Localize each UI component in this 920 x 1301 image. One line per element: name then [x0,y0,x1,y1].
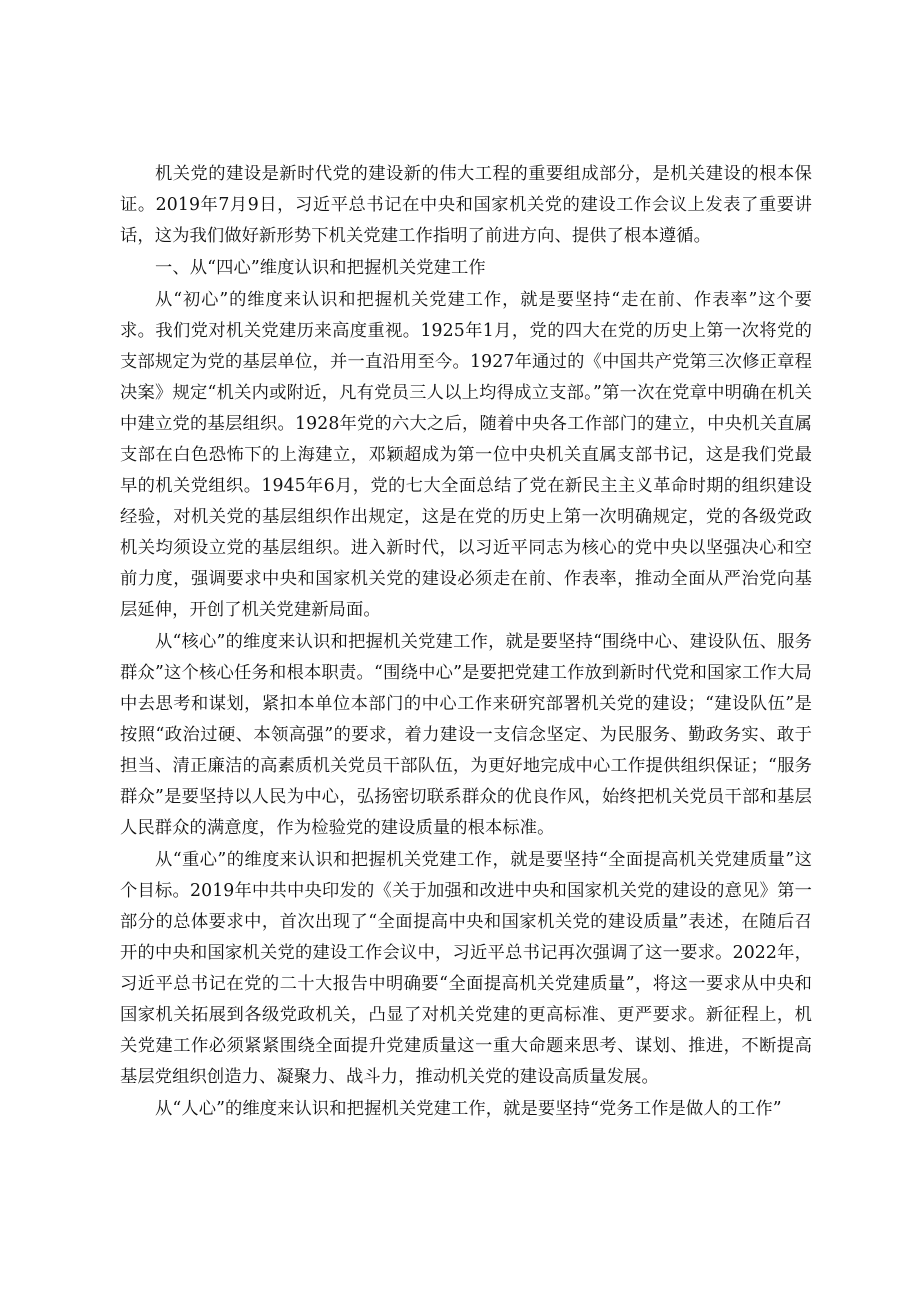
document-body [120,159,812,1126]
paragraph-zhongxin: 从“重心”的维度来认识和把握机关党建工作，就是要坚持“全面提高机关党建质量”这个目标。2019年中共中央印发的《关于加强和改进中央和国家机关党的建设的意见》第一部分的总体要求中，首次出现了“全面提高中央和国家机关党的建设质量”表述，在随后召开的中央和国家机关党的建设工作会议中，习近平总书记再次强调了这一要求。2022年，习近平总书记在党的二十大报告中明确要“全面提高机关党建质量”，将这一要求从中央和国家机关拓展到各级党政机关，凸显了对机关党建的更高标准、更严要求。新征程上，机关党建工作必须紧紧围绕全面提升党建质量这一重大命题来思考、谋划、推进，不断提高基层党组织创造力、凝聚力、战斗力，推动机关党的建设高质量发展。 [120,850,812,1087]
paragraph-hexin: 从“核心”的维度来认识和把握机关党建工作，就是要坚持“围绕中心、建设队伍、服务群众”这个核心任务和根本职责。“围绕中心”是要把党建工作放到新时代党和国家工作大局中去思考和谋划，紧扣本单位本部门的中心工作来研究部署机关党的建设；“建设队伍”是按照“政治过硬、本领高强”的要求，着力建设一支信念坚定、为民服务、勤政务实、敢于担当、清正廉洁的高素质机关党员干部队伍，为更好地完成中心工作提供组织保证；“服务群众”是要坚持以人民为中心，弘扬密切联系群众的优良作风，始终把机关党员干部和基层人民群众的满意度，作为检验党的建设质量的根本标准。 [120,632,812,838]
intro-paragraph: 机关党的建设是新时代党的建设新的伟大工程的重要组成部分，是机关建设的根本保证。2019年7月9日，习近平总书记在中央和国家机关党的建设工作会议上发表了重要讲话，这为我们做好新形势下机关党建工作指明了前进方向、提供了根本遵循。 [120,164,812,246]
section-heading: 一、从“四心”维度认识和把握机关党建工作 [155,258,486,278]
paragraph-renxin: 从“人心”的维度来认识和把握机关党建工作，就是要坚持“党务工作是做人的工作” [155,1099,782,1119]
paragraph-chuxin: 从“初心”的维度来认识和把握机关党建工作，就是要坚持“走在前、作表率”这个要求。我们党对机关党建历来高度重视。1925年1月，党的四大在党的历史上第一次将党的支部规定为党的基层单位，并一直沿用至今。1927年通过的《中国共产党第三次修正章程决案》规定“机关内或附近，凡有党员三人以上均得成立支部。”第一次在党章中明确在机关中建立党的基层组织。1928年党的六大之后，随着中央各工作部门的建立，中央机关直属支部在白色恐怖下的上海建立，邓颖超成为第一位中央机关直属支部书记，这是我们党最早的机关党组织。1945年6月，党的七大全面总结了党在新民主主义革命时期的组织建设经验，对机关党的基层组织作出规定，这是在党的历史上第一次明确规定，党的各级党政机关均须设立党的基层组织。进入新时代，以习近平同志为核心的党中央以坚强决心和空前力度，强调要求中央和国家机关党的建设必须走在前、作表率，推动全面从严治党向基层延伸，开创了机关党建新局面。 [120,290,812,620]
